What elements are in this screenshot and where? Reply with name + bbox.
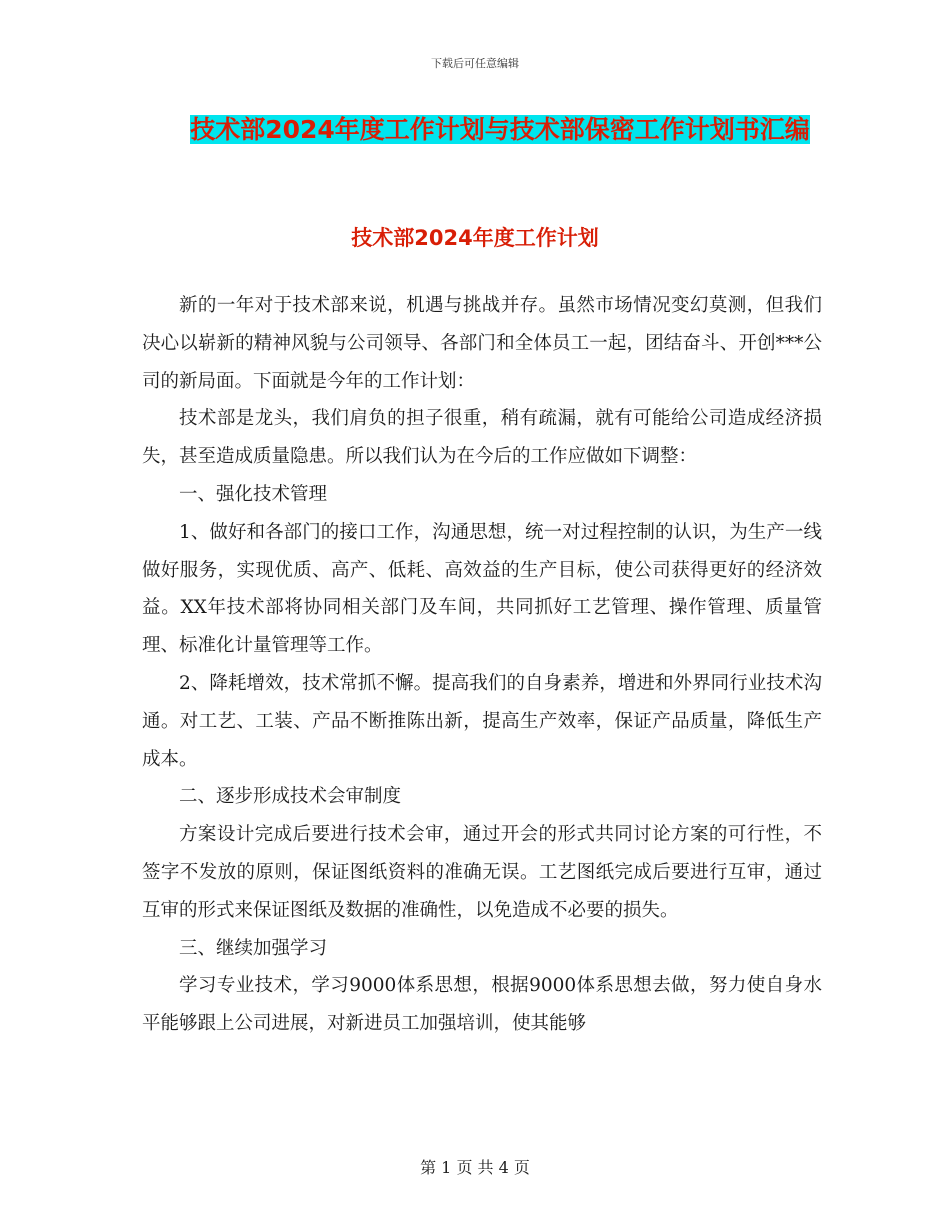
paragraph: 1、做好和各部门的接口工作，沟通思想，统一对过程控制的认识，为生产一线做好服务，实现优质、高产、低耗、高效益的生产目标，使公司获得更好的经济效益。XX年技术部将协同相关部门及车间，共同抓好工艺管理、操作管理、质量管理、标准化计量管理等工作。 bbox=[142, 521, 822, 657]
document-title-text: 技术部2024年度工作计划与技术部保密工作计划书汇编 bbox=[190, 115, 810, 144]
paragraph: 学习专业技术，学习9000体系思想，根据9000体系思想去做，努力使自身水平能够跟上公司进展，对新进员工加强培训，使其能够 bbox=[142, 975, 822, 1035]
header-note: 下载后可任意编辑 bbox=[431, 57, 519, 70]
subheading: 一、强化技术管理 bbox=[179, 483, 328, 505]
section-title: 技术部2024年度工作计划 bbox=[351, 226, 599, 250]
paragraph: 2、降耗增效，技术常抓不懈。提高我们的自身素养，增进和外界同行业技术沟通。对工艺、工装、产品不断推陈出新，提高生产效率，保证产品质量，降低生产成本。 bbox=[142, 672, 822, 770]
subheading: 三、继续加强学习 bbox=[179, 937, 328, 959]
document-title bbox=[140, 108, 860, 152]
paragraph: 方案设计完成后要进行技术会审，通过开会的形式共同讨论方案的可行性，不签字不发放的原则，保证图纸资料的准确无误。工艺图纸完成后要进行互审，通过互审的形式来保证图纸及数据的准确性，以免造成不必要的损失。 bbox=[142, 824, 822, 921]
subheading: 二、逐步形成技术会审制度 bbox=[179, 786, 402, 808]
paragraph: 技术部是龙头，我们肩负的担子很重，稍有疏漏，就有可能给公司造成经济损失，甚至造成质量隐患。所以我们认为在今后的工作应做如下调整： bbox=[142, 408, 822, 468]
document-body bbox=[142, 287, 822, 1043]
page-number: 第 1 页 共 4 页 bbox=[420, 1158, 530, 1177]
paragraph: 新的一年对于技术部来说，机遇与挑战并存。虽然市场情况变幻莫测，但我们决心以崭新的精神风貌与公司领导、各部门和全体员工一起，团结奋斗、开创***公司的新局面。下面就是今年的工作计划： bbox=[142, 295, 822, 392]
